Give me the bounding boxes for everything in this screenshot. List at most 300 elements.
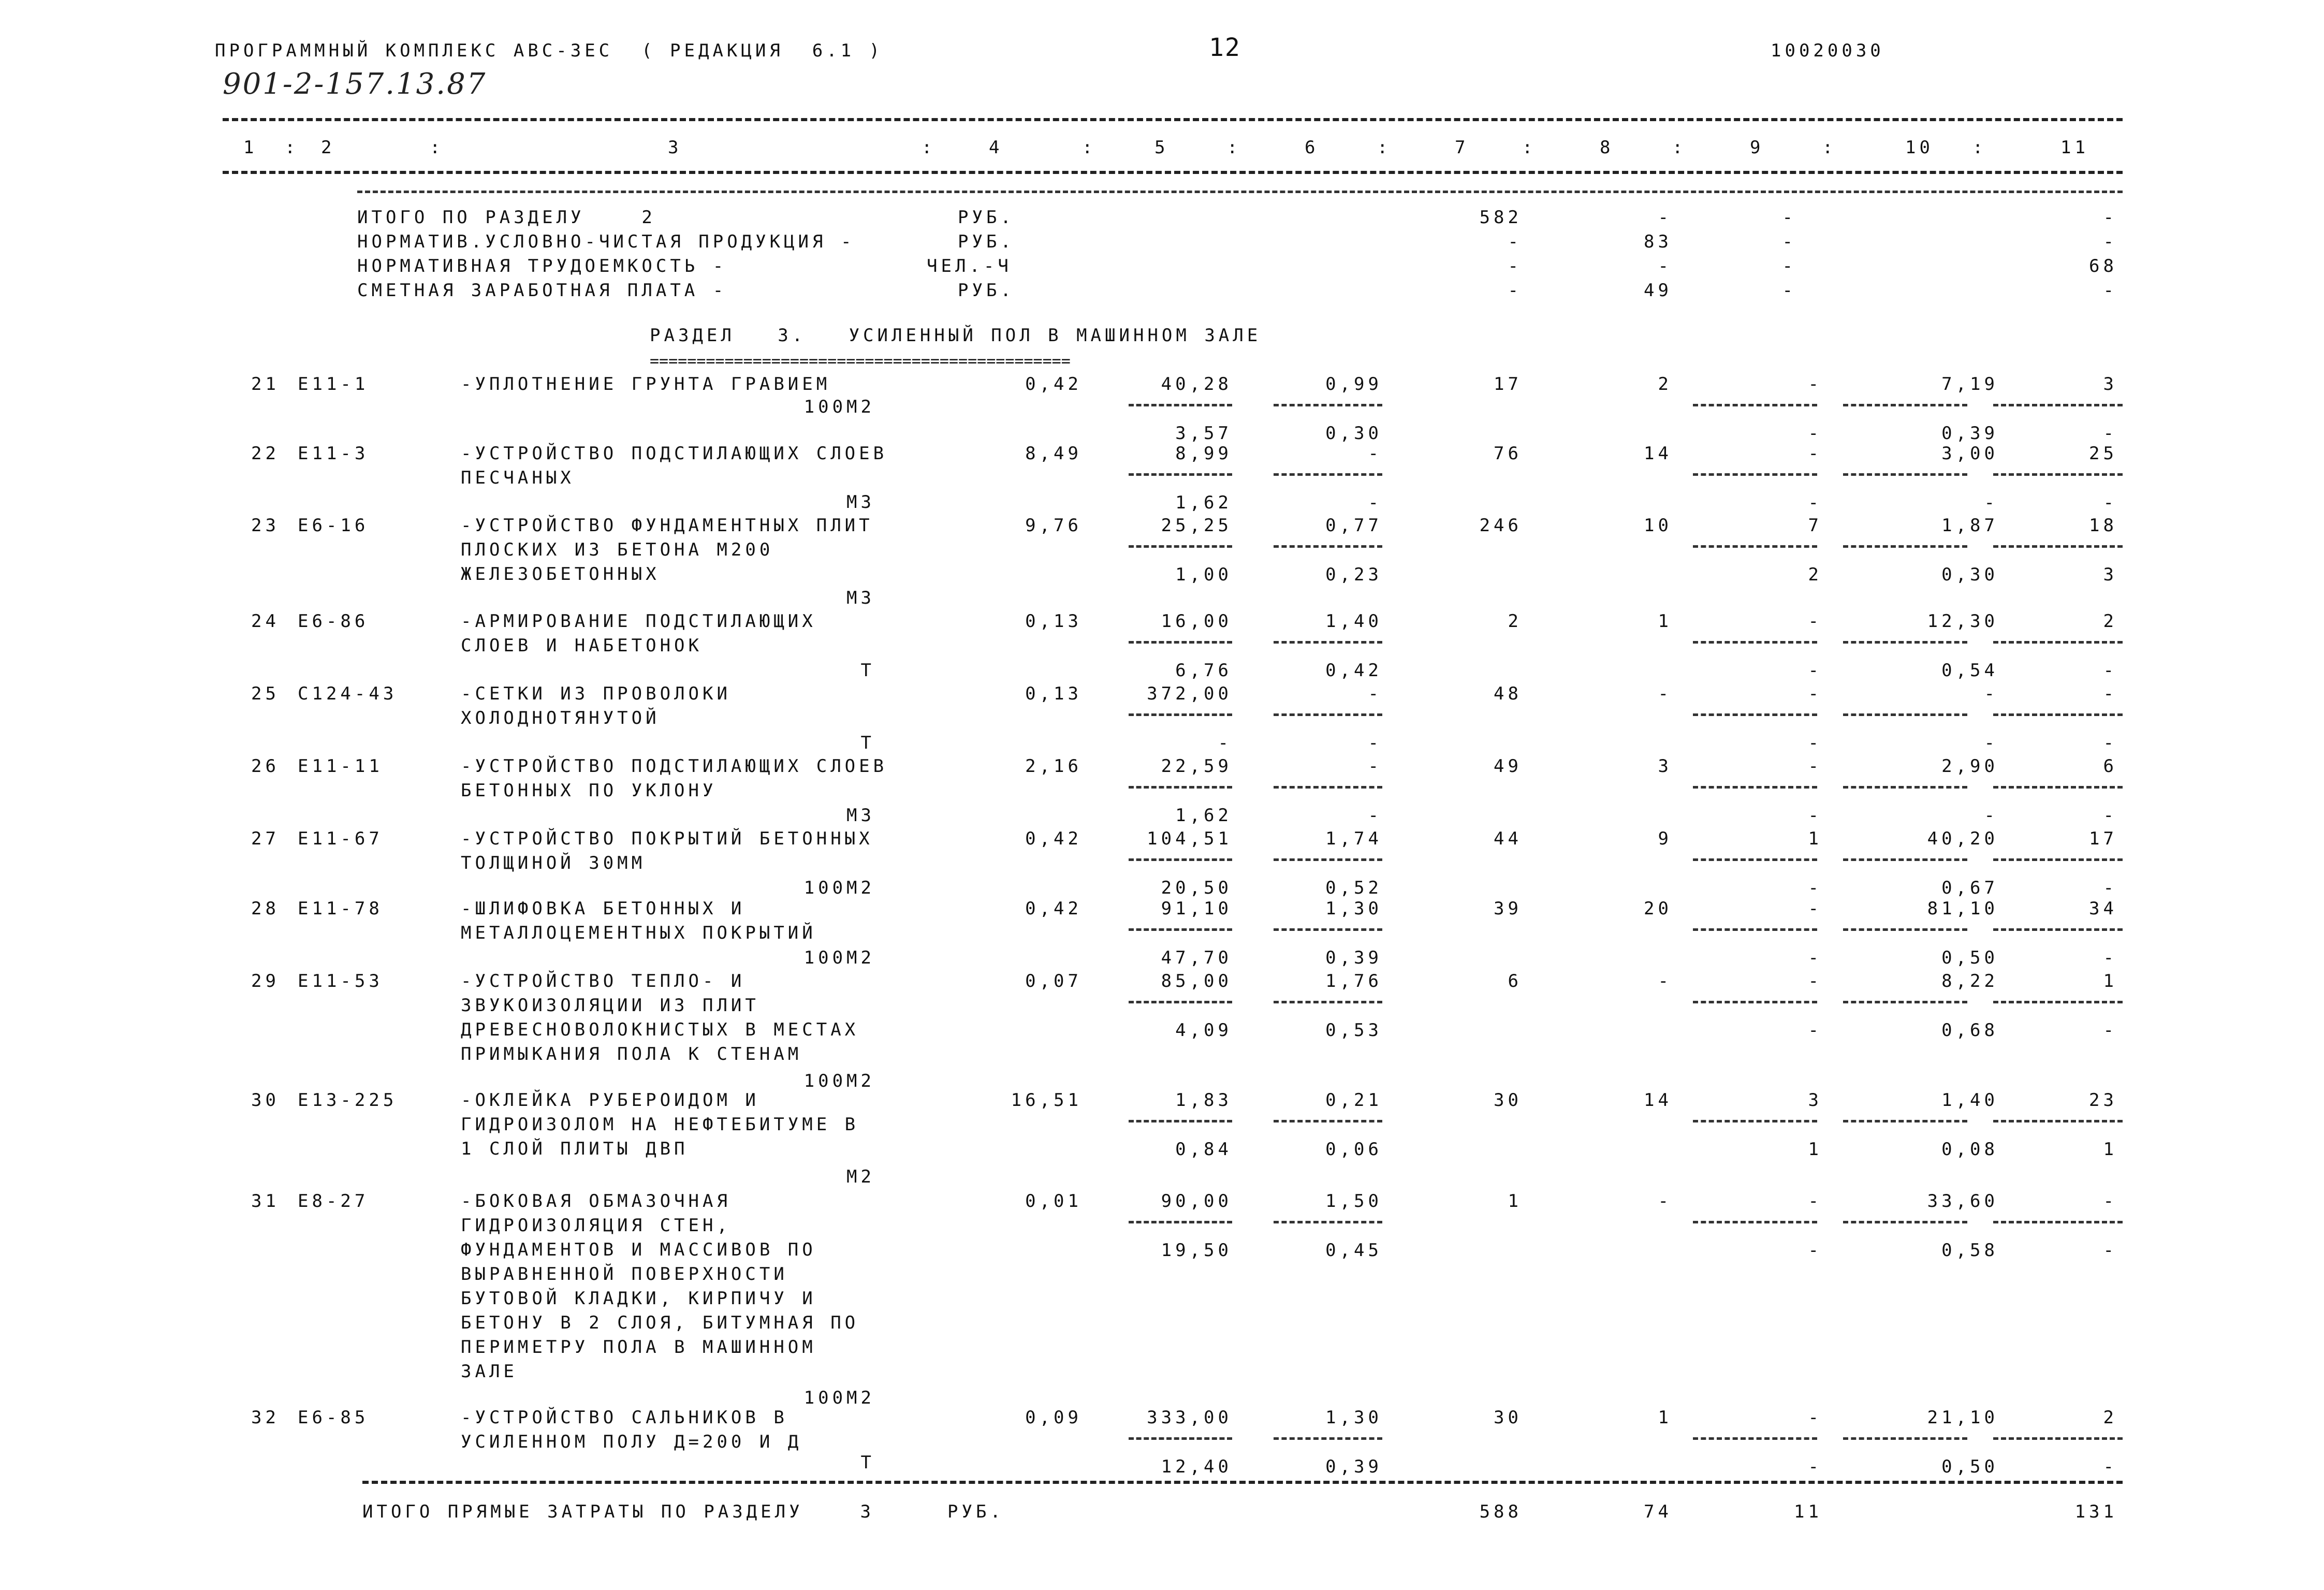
- item-unit: М3: [846, 805, 875, 826]
- item-description-line: ЗАЛЕ: [461, 1361, 518, 1382]
- item-col7: 48: [1494, 683, 1522, 704]
- item-description-line: ЗВУКОИЗОЛЯЦИИ ИЗ ПЛИТ: [461, 995, 759, 1016]
- item-col5-labor: 0,84: [1175, 1139, 1232, 1160]
- item-col7: 1: [1508, 1191, 1522, 1212]
- item-col11-divider: [1993, 545, 2123, 548]
- totals-label: НОРМАТИВ.УСЛОВНО-ЧИСТАЯ ПРОДУКЦИЯ -: [357, 231, 855, 252]
- item-col11-labor: -: [2103, 878, 2117, 898]
- item-col11-total: 3: [2103, 374, 2117, 395]
- item-col10-labor: 0,08: [1941, 1139, 1998, 1160]
- item-col9-divider: [1693, 713, 1817, 716]
- item-col9-divider: [1693, 1437, 1817, 1440]
- totals-col11: 68: [2089, 256, 2117, 276]
- item-quantity: 9,76: [1025, 515, 1082, 536]
- item-description-line: БЕТОНУ В 2 СЛОЯ, БИТУМНАЯ ПО: [461, 1312, 859, 1333]
- column-separator: :: [922, 137, 936, 158]
- item-col5-labor: 47,70: [1161, 947, 1232, 968]
- item-col9-total: -: [1808, 683, 1822, 704]
- item-col6-labor: 0,52: [1325, 878, 1382, 898]
- item-col10-total: 81,10: [1927, 898, 1998, 919]
- item-col10-total: 3,00: [1941, 443, 1998, 464]
- item-col8: -: [1658, 971, 1672, 991]
- item-quantity: 16,51: [1011, 1090, 1082, 1111]
- item-col9-total: -: [1808, 443, 1822, 464]
- item-unit: М3: [846, 492, 875, 513]
- column-number: 7: [1455, 137, 1469, 158]
- item-code: Е8-27: [298, 1191, 369, 1212]
- item-col9-labor: -: [1808, 878, 1822, 898]
- section2-rule: [357, 191, 2123, 193]
- item-col9-divider: [1693, 1120, 1817, 1122]
- item-unit: 100М2: [803, 397, 875, 417]
- column-separator: :: [1672, 137, 1687, 158]
- item-col7: 76: [1494, 443, 1522, 464]
- totals-unit: РУБ.: [958, 231, 1015, 252]
- item-col5-labor: 3,57: [1175, 423, 1232, 444]
- item-col11-divider: [1993, 1221, 2123, 1223]
- item-number: 22: [251, 443, 280, 464]
- item-description-line: -УСТРОЙСТВО ФУНДАМЕНТНЫХ ПЛИТ: [461, 515, 873, 536]
- item-col7: 49: [1494, 756, 1522, 777]
- item-col9-total: -: [1808, 611, 1822, 632]
- item-number: 28: [251, 898, 280, 919]
- item-col11-divider: [1993, 713, 2123, 716]
- item-col10-labor: 0,58: [1941, 1240, 1998, 1261]
- item-col8: 2: [1658, 374, 1672, 395]
- item-col7: 30: [1494, 1407, 1522, 1428]
- item-col6-total: 1,76: [1325, 971, 1382, 991]
- item-col11-divider: [1993, 858, 2123, 861]
- item-col8: 1: [1658, 1407, 1672, 1428]
- item-description-line: БЕТОННЫХ ПО УКЛОНУ: [461, 780, 717, 801]
- item-col11-labor: -: [2103, 660, 2117, 681]
- item-code: Е6-16: [298, 515, 369, 536]
- item-col8: 14: [1644, 443, 1672, 464]
- item-col11-total: -: [2103, 683, 2117, 704]
- item-col7: 44: [1494, 828, 1522, 849]
- item-col10-total: 21,10: [1927, 1407, 1998, 1428]
- item-description-line: СЛОЕВ И НАБЕТОНОК: [461, 635, 703, 656]
- item-col5-divider: [1129, 713, 1232, 716]
- item-number: 30: [251, 1090, 280, 1111]
- item-col6-total: 1,30: [1325, 898, 1382, 919]
- item-description-line: ДРЕВЕСНОВОЛОКНИСТЫХ В МЕСТАХ: [461, 1019, 859, 1040]
- item-col6-divider: [1274, 713, 1382, 716]
- item-description-line: -ШЛИФОВКА БЕТОННЫХ И: [461, 898, 746, 919]
- item-col10-divider: [1843, 1001, 1967, 1003]
- item-col7: 2: [1508, 611, 1522, 632]
- item-col6-total: 1,40: [1325, 611, 1382, 632]
- column-number: 1: [243, 137, 258, 158]
- item-col6-divider: [1274, 1001, 1382, 1003]
- item-col6-labor: 0,45: [1325, 1240, 1382, 1261]
- section3-title-underline: =============================================: [650, 352, 1071, 370]
- item-code: Е11-53: [298, 971, 383, 991]
- item-quantity: 8,49: [1025, 443, 1082, 464]
- item-code: Е11-78: [298, 898, 383, 919]
- item-col10-divider: [1843, 1120, 1967, 1122]
- totals-col11: -: [2103, 231, 2117, 252]
- column-number: 4: [989, 137, 1003, 158]
- item-col8: -: [1658, 1191, 1672, 1212]
- column-number: 2: [321, 137, 335, 158]
- item-code: Е6-85: [298, 1407, 369, 1428]
- item-col11-labor: -: [2103, 1240, 2117, 1261]
- item-col7: 39: [1494, 898, 1522, 919]
- item-col5-total: 40,28: [1161, 374, 1232, 395]
- item-quantity: 0,13: [1025, 683, 1082, 704]
- item-col5-total: 25,25: [1161, 515, 1232, 536]
- item-description-line: ЖЕЛЕЗОБЕТОННЫХ: [461, 564, 660, 585]
- totals-label: ИТОГО ПО РАЗДЕЛУ 2: [357, 207, 656, 228]
- item-col10-divider: [1843, 641, 1967, 644]
- item-unit: Т: [860, 1452, 875, 1473]
- item-col11-labor: -: [2103, 1456, 2117, 1477]
- item-number: 32: [251, 1407, 280, 1428]
- item-description-line: -УСТРОЙСТВО ПОДСТИЛАЮЩИХ СЛОЕВ: [461, 756, 888, 777]
- item-description-line: УСИЛЕННОМ ПОЛУ Д=200 И Д: [461, 1432, 802, 1452]
- item-code: Е13-225: [298, 1090, 398, 1111]
- item-number: 24: [251, 611, 280, 632]
- item-col11-divider: [1993, 1120, 2123, 1122]
- item-col6-labor: 0,39: [1325, 1456, 1382, 1477]
- item-col10-divider: [1843, 404, 1967, 406]
- item-code: Е11-67: [298, 828, 383, 849]
- item-col5-divider: [1129, 1437, 1232, 1440]
- item-number: 31: [251, 1191, 280, 1212]
- column-separator: :: [285, 137, 299, 158]
- item-col5-total: 91,10: [1161, 898, 1232, 919]
- item-col5-total: 104,51: [1147, 828, 1232, 849]
- handwritten-reference: 901-2-157.13.87: [223, 67, 487, 101]
- item-col6-total: 0,99: [1325, 374, 1382, 395]
- item-col5-total: 1,83: [1175, 1090, 1232, 1111]
- item-col9-divider: [1693, 1001, 1817, 1003]
- item-col11-total: 34: [2089, 898, 2117, 919]
- item-col9-labor: -: [1808, 492, 1822, 513]
- item-col11-divider: [1993, 1001, 2123, 1003]
- item-col9-divider: [1693, 786, 1817, 789]
- item-col9-labor: -: [1808, 1456, 1822, 1477]
- item-col5-labor: 4,09: [1175, 1020, 1232, 1041]
- item-unit: М2: [846, 1166, 875, 1187]
- item-col6-total: 0,77: [1325, 515, 1382, 536]
- item-col9-labor: -: [1808, 947, 1822, 968]
- column-separator: :: [1972, 137, 1987, 158]
- item-description-line: -АРМИРОВАНИЕ ПОДСТИЛАЮЩИХ: [461, 611, 816, 632]
- item-col6-total: 1,30: [1325, 1407, 1382, 1428]
- item-number: 27: [251, 828, 280, 849]
- item-quantity: 0,42: [1025, 898, 1082, 919]
- item-description-line: ФУНДАМЕНТОВ И МАССИВОВ ПО: [461, 1239, 816, 1260]
- item-col6-divider: [1274, 858, 1382, 861]
- totals-unit: РУБ.: [958, 280, 1015, 301]
- item-col10-labor: -: [1984, 492, 1998, 513]
- item-col7: 6: [1508, 971, 1522, 991]
- item-col6-divider: [1274, 545, 1382, 548]
- item-col10-labor: 0,54: [1941, 660, 1998, 681]
- item-col6-divider: [1274, 928, 1382, 931]
- item-col11-labor: -: [2103, 492, 2117, 513]
- item-col10-divider: [1843, 858, 1967, 861]
- item-col11-total: 23: [2089, 1090, 2117, 1111]
- item-col5-labor: 1,62: [1175, 492, 1232, 513]
- item-quantity: 2,16: [1025, 756, 1082, 777]
- item-col5-total: 85,00: [1161, 971, 1232, 991]
- item-col6-labor: 0,39: [1325, 947, 1382, 968]
- item-col8: 9: [1658, 828, 1672, 849]
- item-number: 26: [251, 756, 280, 777]
- totals-col7: -: [1508, 256, 1522, 276]
- item-col8: 10: [1644, 515, 1672, 536]
- item-col8: 14: [1644, 1090, 1672, 1111]
- item-description-line: 1 СЛОЙ ПЛИТЫ ДВП: [461, 1139, 689, 1159]
- item-col6-divider: [1274, 641, 1382, 644]
- item-col6-divider: [1274, 404, 1382, 406]
- item-code: С124-43: [298, 683, 398, 704]
- column-separator: :: [1822, 137, 1837, 158]
- item-col10-labor: 0,39: [1941, 423, 1998, 444]
- column-number: 6: [1305, 137, 1319, 158]
- item-col5-total: 8,99: [1175, 443, 1232, 464]
- item-col6-divider: [1274, 1120, 1382, 1122]
- item-description-line: -УСТРОЙСТВО ПОДСТИЛАЮЩИХ СЛОЕВ: [461, 443, 888, 464]
- item-col10-labor: 0,67: [1941, 878, 1998, 898]
- item-description-line: ХОЛОДНОТЯНУТОЙ: [461, 708, 660, 728]
- item-col9-labor: -: [1808, 660, 1822, 681]
- item-col6-total: 1,50: [1325, 1191, 1382, 1212]
- item-col9-total: -: [1808, 898, 1822, 919]
- item-col10-divider: [1843, 1437, 1967, 1440]
- column-separator: :: [1082, 137, 1097, 158]
- item-col10-labor: 0,30: [1941, 564, 1998, 585]
- document-code: 10020030: [1771, 40, 1884, 61]
- totals-col9: -: [1782, 256, 1796, 276]
- item-col10-total: 40,20: [1927, 828, 1998, 849]
- item-col6-divider: [1274, 1437, 1382, 1440]
- totals-label: НОРМАТИВНАЯ ТРУДОЕМКОСТЬ -: [357, 256, 727, 276]
- item-number: 23: [251, 515, 280, 536]
- column-number: 9: [1750, 137, 1764, 158]
- item-col11-total: 1: [2103, 971, 2117, 991]
- total-col7: 588: [1479, 1501, 1522, 1522]
- item-col9-total: -: [1808, 1191, 1822, 1212]
- item-col10-divider: [1843, 786, 1967, 789]
- total-col8: 74: [1644, 1501, 1672, 1522]
- column-number: 3: [668, 137, 682, 158]
- item-description-line: ПРИМЫКАНИЯ ПОЛА К СТЕНАМ: [461, 1044, 802, 1064]
- item-col10-divider: [1843, 713, 1967, 716]
- item-col9-labor: -: [1808, 423, 1822, 444]
- bottom-rule: [362, 1481, 2123, 1484]
- column-number: 8: [1600, 137, 1614, 158]
- item-col9-total: -: [1808, 374, 1822, 395]
- item-col11-labor: -: [2103, 805, 2117, 826]
- item-col9-divider: [1693, 1221, 1817, 1223]
- item-description-line: ГИДРОИЗОЛОМ НА НЕФТЕБИТУМЕ В: [461, 1114, 859, 1135]
- item-col9-divider: [1693, 545, 1817, 548]
- item-col10-divider: [1843, 1221, 1967, 1223]
- item-quantity: 0,09: [1025, 1407, 1082, 1428]
- totals-col11: -: [2103, 207, 2117, 228]
- item-col11-divider: [1993, 1437, 2123, 1440]
- item-col6-labor: 0,30: [1325, 423, 1382, 444]
- item-col10-divider: [1843, 928, 1967, 931]
- item-col5-labor: 1,00: [1175, 564, 1232, 585]
- item-col9-divider: [1693, 928, 1817, 931]
- item-col11-total: 6: [2103, 756, 2117, 777]
- item-col11-divider: [1993, 928, 2123, 931]
- totals-col9: -: [1782, 231, 1796, 252]
- item-col6-labor: 0,23: [1325, 564, 1382, 585]
- item-description-line: -БОКОВАЯ ОБМАЗОЧНАЯ: [461, 1191, 731, 1212]
- totals-unit: ЧЕЛ.-Ч: [927, 256, 1012, 276]
- item-unit: Т: [860, 733, 875, 753]
- item-col6-labor: -: [1368, 492, 1382, 513]
- item-unit: 100М2: [803, 947, 875, 968]
- column-number: 10: [1905, 137, 1934, 158]
- item-col7: 30: [1494, 1090, 1522, 1111]
- item-col7: 246: [1479, 515, 1522, 536]
- item-description-line: БУТОВОЙ КЛАДКИ, КИРПИЧУ И: [461, 1288, 816, 1309]
- item-col8: -: [1658, 683, 1672, 704]
- item-col5-labor: 19,50: [1161, 1240, 1232, 1261]
- item-col5-divider: [1129, 1120, 1232, 1122]
- item-description-line: ПЕСЧАНЫХ: [461, 468, 575, 488]
- totals-col8: 83: [1644, 231, 1672, 252]
- item-code: Е11-1: [298, 374, 369, 395]
- column-separator: :: [1377, 137, 1392, 158]
- item-col11-divider: [1993, 786, 2123, 789]
- item-col9-labor: 2: [1808, 564, 1822, 585]
- item-col10-labor: -: [1984, 805, 1998, 826]
- item-col5-divider: [1129, 545, 1232, 548]
- item-col5-divider: [1129, 786, 1232, 789]
- item-col5-labor: -: [1218, 733, 1232, 753]
- item-col9-total: 3: [1808, 1090, 1822, 1111]
- item-code: Е11-11: [298, 756, 383, 777]
- totals-label: СМЕТНАЯ ЗАРАБОТНАЯ ПЛАТА -: [357, 280, 727, 301]
- total-label: ИТОГО ПРЯМЫЕ ЗАТРАТЫ ПО РАЗДЕЛУ 3: [362, 1501, 874, 1522]
- item-col9-total: -: [1808, 756, 1822, 777]
- totals-col9: -: [1782, 207, 1796, 228]
- item-col8: 3: [1658, 756, 1672, 777]
- item-number: 29: [251, 971, 280, 991]
- totals-col11: -: [2103, 280, 2117, 301]
- item-code: Е11-3: [298, 443, 369, 464]
- item-col5-divider: [1129, 858, 1232, 861]
- item-description-line: -УСТРОЙСТВО ТЕПЛО- И: [461, 971, 746, 991]
- item-description-line: ПЕРИМЕТРУ ПОЛА В МАШИННОМ: [461, 1337, 816, 1358]
- item-col11-labor: -: [2103, 947, 2117, 968]
- item-col5-total: 90,00: [1161, 1191, 1232, 1212]
- item-col5-labor: 6,76: [1175, 660, 1232, 681]
- item-col5-divider: [1129, 641, 1232, 644]
- item-quantity: 0,42: [1025, 828, 1082, 849]
- item-col5-divider: [1129, 1221, 1232, 1223]
- item-col9-labor: -: [1808, 1240, 1822, 1261]
- top-rule: [223, 118, 2123, 121]
- item-col10-labor: 0,50: [1941, 1456, 1998, 1477]
- item-unit: Т: [860, 660, 875, 681]
- item-col9-divider: [1693, 404, 1817, 406]
- item-col11-total: 2: [2103, 611, 2117, 632]
- column-separator: :: [1522, 137, 1537, 158]
- item-col6-labor: 0,06: [1325, 1139, 1382, 1160]
- item-col9-total: 1: [1808, 828, 1822, 849]
- item-col11-labor: -: [2103, 733, 2117, 753]
- item-description-line: ВЫРАВНЕННОЙ ПОВЕРХНОСТИ: [461, 1264, 788, 1285]
- item-col5-total: 16,00: [1161, 611, 1232, 632]
- item-description-line: -УПЛОТНЕНИЕ ГРУНТА ГРАВИЕМ: [461, 374, 831, 395]
- item-col11-total: 17: [2089, 828, 2117, 849]
- item-col11-labor: 1: [2103, 1139, 2117, 1160]
- column-separator: :: [430, 137, 444, 158]
- totals-col7: -: [1508, 231, 1522, 252]
- totals-col7: -: [1508, 280, 1522, 301]
- totals-col8: -: [1658, 256, 1672, 276]
- item-col6-total: 0,21: [1325, 1090, 1382, 1111]
- item-col10-total: 8,22: [1941, 971, 1998, 991]
- item-unit: 100М2: [803, 1388, 875, 1408]
- item-description-line: ТОЛЩИНОЙ 30ММ: [461, 853, 646, 873]
- item-col10-labor: -: [1984, 733, 1998, 753]
- item-col8: 1: [1658, 611, 1672, 632]
- item-col6-total: -: [1368, 443, 1382, 464]
- item-col9-divider: [1693, 473, 1817, 476]
- item-code: Е6-86: [298, 611, 369, 632]
- item-col10-labor: 0,68: [1941, 1020, 1998, 1041]
- item-col5-total: 22,59: [1161, 756, 1232, 777]
- item-col9-labor: -: [1808, 805, 1822, 826]
- item-col8: 20: [1644, 898, 1672, 919]
- item-col10-total: 1,87: [1941, 515, 1998, 536]
- item-description-line: -ОКЛЕЙКА РУБЕРОИДОМ И: [461, 1090, 759, 1111]
- item-col6-labor: 0,42: [1325, 660, 1382, 681]
- item-col6-total: 1,74: [1325, 828, 1382, 849]
- header-rule: [223, 171, 2123, 174]
- item-unit: 100М2: [803, 1071, 875, 1091]
- item-col11-divider: [1993, 641, 2123, 644]
- item-col9-total: -: [1808, 1407, 1822, 1428]
- column-number: 5: [1154, 137, 1169, 158]
- item-col10-divider: [1843, 545, 1967, 548]
- item-col5-divider: [1129, 404, 1232, 406]
- item-col11-labor: -: [2103, 423, 2117, 444]
- totals-col9: -: [1782, 280, 1796, 301]
- item-quantity: 0,13: [1025, 611, 1082, 632]
- item-description-line: -СЕТКИ ИЗ ПРОВОЛОКИ: [461, 683, 731, 704]
- program-title: ПРОГРАММНЫЙ КОМПЛЕКС АВС-3ЕС ( РЕДАКЦИЯ 6.1 ): [215, 40, 884, 61]
- item-description-line: ГИДРОИЗОЛЯЦИЯ СТЕН,: [461, 1215, 731, 1236]
- item-col11-total: 2: [2103, 1407, 2117, 1428]
- item-col9-total: 7: [1808, 515, 1822, 536]
- item-col6-labor: -: [1368, 733, 1382, 753]
- item-col11-divider: [1993, 404, 2123, 406]
- item-col10-total: 2,90: [1941, 756, 1998, 777]
- item-col10-total: 7,19: [1941, 374, 1998, 395]
- item-col10-total: 12,30: [1927, 611, 1998, 632]
- item-quantity: 0,01: [1025, 1191, 1082, 1212]
- item-col9-total: -: [1808, 971, 1822, 991]
- item-col11-divider: [1993, 473, 2123, 476]
- item-col11-total: -: [2103, 1191, 2117, 1212]
- item-col5-labor: 1,62: [1175, 805, 1232, 826]
- item-number: 25: [251, 683, 280, 704]
- item-col5-divider: [1129, 473, 1232, 476]
- totals-col7: 582: [1479, 207, 1522, 228]
- item-col6-labor: -: [1368, 805, 1382, 826]
